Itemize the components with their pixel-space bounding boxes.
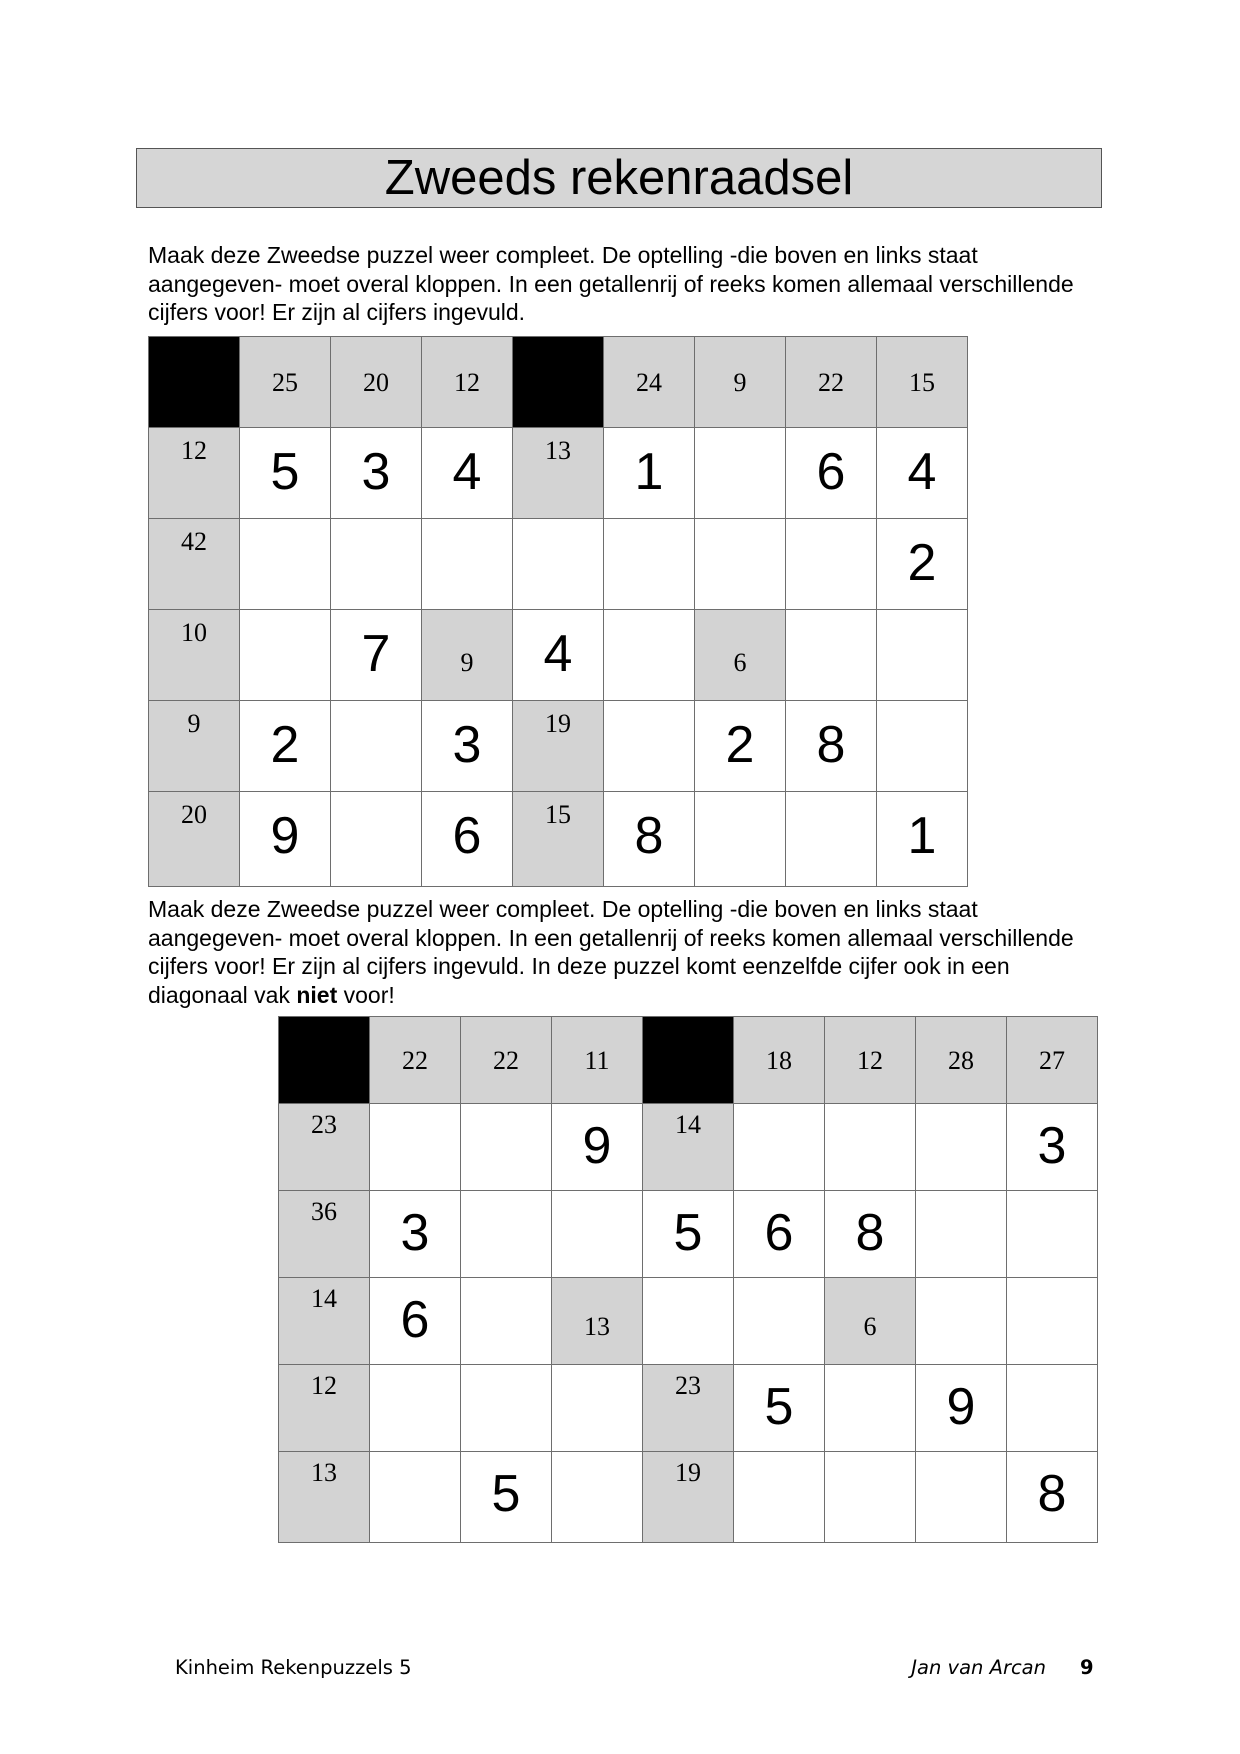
row-sum: 13 [545,436,571,465]
answer-cell [695,792,786,887]
answer-cell [786,610,877,701]
row-sum-cell [513,792,604,887]
grid-row [149,519,968,610]
answer-cell [370,1104,461,1191]
given-digit: 9 [582,1117,612,1175]
column-sum: 6 [863,1312,877,1341]
answer-cell [552,1452,643,1543]
given-digit: 1 [634,443,664,501]
grid-row [279,1191,1098,1278]
answer-cell [422,519,513,610]
row-sum: 14 [675,1110,701,1139]
row-sum-cell [149,519,240,610]
column-sum-cell [461,1017,552,1104]
answer-cell [552,1365,643,1452]
answer-cell [331,792,422,887]
puzzle-grid-1 [148,336,968,887]
given-digit: 5 [270,443,300,501]
row-sum-cell [279,1278,370,1365]
answer-cell [877,519,968,610]
answer-cell [240,701,331,792]
answer-cell [825,1104,916,1191]
instructions-2-emphasis: niet [296,981,338,1008]
row-sum-cell [513,701,604,792]
answer-cell [695,701,786,792]
page-number: 9 [1080,1656,1094,1679]
given-digit: 4 [907,443,937,501]
column-sum: 20 [363,368,389,397]
grid-row [149,610,968,701]
answer-cell [734,1278,825,1365]
instructions-2-end: voor! [337,981,395,1008]
column-sum: 24 [636,368,662,397]
answer-cell [786,428,877,519]
grid-row [149,701,968,792]
answer-cell [422,428,513,519]
answer-cell [370,1365,461,1452]
answer-cell [461,1452,552,1543]
answer-cell [877,701,968,792]
column-sum-cell [422,610,513,701]
answer-cell [1007,1191,1098,1278]
grid-row [279,1278,1098,1365]
footer-author: Jan van Arcan [911,1656,1046,1679]
answer-cell [422,701,513,792]
answer-cell [734,1104,825,1191]
answer-cell [916,1365,1007,1452]
answer-cell [331,428,422,519]
answer-cell [877,428,968,519]
answer-cell [461,1278,552,1365]
row-sum: 12 [311,1371,337,1400]
grid-row [279,1452,1098,1543]
grid-row [279,1365,1098,1452]
column-sum-cell [695,610,786,701]
blocked-cell [643,1017,734,1104]
given-digit: 8 [855,1204,885,1262]
answer-cell [240,428,331,519]
given-digit: 2 [270,716,300,774]
blocked-cell [513,337,604,428]
answer-cell [877,610,968,701]
row-sum-cell [149,792,240,887]
given-digit: 3 [361,443,391,501]
blocked-cell [149,337,240,428]
answer-cell [734,1191,825,1278]
answer-cell [513,519,604,610]
given-digit: 6 [764,1204,794,1262]
answer-cell [370,1452,461,1543]
answer-cell [604,428,695,519]
grid-row [149,428,968,519]
answer-cell [916,1278,1007,1365]
given-digit: 8 [634,807,664,865]
row-sum: 9 [187,709,201,738]
answer-cell [604,519,695,610]
column-sum-cell [331,337,422,428]
given-digit: 9 [946,1378,976,1436]
answer-cell [240,792,331,887]
column-sum-cell [734,1017,825,1104]
answer-cell [461,1104,552,1191]
answer-cell [461,1365,552,1452]
answer-cell [734,1365,825,1452]
column-sum: 13 [584,1312,610,1341]
column-sum: 12 [454,368,480,397]
grid-row [149,337,968,428]
given-digit: 6 [400,1291,430,1349]
given-digit: 4 [543,625,573,683]
puzzle-grid-2 [278,1016,1098,1543]
row-sum-cell [279,1452,370,1543]
row-sum: 14 [311,1284,337,1313]
row-sum-cell [279,1104,370,1191]
blocked-cell [279,1017,370,1104]
answer-cell [370,1278,461,1365]
column-sum: 12 [857,1046,883,1075]
column-sum-cell [825,1278,916,1365]
answer-cell [513,610,604,701]
answer-cell [825,1365,916,1452]
column-sum-cell [422,337,513,428]
answer-cell [331,610,422,701]
column-sum-cell [604,337,695,428]
given-digit: 7 [361,625,391,683]
answer-cell [240,519,331,610]
answer-cell [877,792,968,887]
column-sum: 11 [584,1046,610,1075]
answer-cell [786,519,877,610]
row-sum: 19 [545,709,571,738]
answer-cell [786,701,877,792]
column-sum: 25 [272,368,298,397]
answer-cell [461,1191,552,1278]
column-sum-cell [1007,1017,1098,1104]
answer-cell [1007,1278,1098,1365]
row-sum: 13 [311,1458,337,1487]
column-sum-cell [240,337,331,428]
answer-cell [604,610,695,701]
answer-cell [916,1104,1007,1191]
given-digit: 2 [725,716,755,774]
given-digit: 3 [400,1204,430,1262]
answer-cell [1007,1104,1098,1191]
grid-row [149,792,968,887]
answer-cell [916,1452,1007,1543]
answer-cell [422,792,513,887]
row-sum-cell [149,428,240,519]
row-sum: 23 [311,1110,337,1139]
answer-cell [643,1191,734,1278]
given-digit: 3 [452,716,482,774]
answer-cell [552,1104,643,1191]
row-sum-cell [643,1452,734,1543]
row-sum: 20 [181,800,207,829]
column-sum-cell [370,1017,461,1104]
row-sum: 19 [675,1458,701,1487]
row-sum: 36 [311,1197,337,1226]
column-sum: 6 [733,648,747,677]
column-sum: 18 [766,1046,792,1075]
answer-cell [734,1452,825,1543]
given-digit: 8 [816,716,846,774]
row-sum-cell [643,1104,734,1191]
answer-cell [1007,1452,1098,1543]
instructions-2-text: Maak deze Zweedse puzzel weer compleet. De optelling -die boven en links staat aangegeven- moet overal kloppen. In een getallenrij of reeks komen allemaal verschillende cijfers voor! Er zijn al cijfers ingevuld. In deze puzzel komt eenzelfde cijfer ook in een diagonaal vak [148,896,1074,1008]
given-digit: 2 [907,534,937,592]
row-sum-cell [149,701,240,792]
answer-cell [552,1191,643,1278]
given-digit: 4 [452,443,482,501]
given-digit: 5 [764,1378,794,1436]
row-sum-cell [279,1191,370,1278]
answer-cell [1007,1365,1098,1452]
column-sum-cell [786,337,877,428]
given-digit: 6 [816,443,846,501]
given-digit: 9 [270,807,300,865]
answer-cell [695,428,786,519]
answer-cell [604,792,695,887]
column-sum-cell [695,337,786,428]
row-sum: 10 [181,618,207,647]
answer-cell [643,1278,734,1365]
answer-cell [604,701,695,792]
row-sum-cell [149,610,240,701]
given-digit: 3 [1037,1117,1067,1175]
answer-cell [825,1452,916,1543]
column-sum-cell [552,1278,643,1365]
column-sum-cell [916,1017,1007,1104]
given-digit: 5 [491,1465,521,1523]
answer-cell [695,519,786,610]
given-digit: 8 [1037,1465,1067,1523]
row-sum: 12 [181,436,207,465]
answer-cell [240,610,331,701]
given-digit: 6 [452,807,482,865]
row-sum: 23 [675,1371,701,1400]
row-sum-cell [279,1365,370,1452]
row-sum-cell [643,1365,734,1452]
answer-cell [786,792,877,887]
column-sum: 22 [402,1046,428,1075]
given-digit: 5 [673,1204,703,1262]
answer-cell [331,519,422,610]
column-sum: 28 [948,1046,974,1075]
column-sum: 22 [818,368,844,397]
title-banner [136,148,1102,208]
column-sum: 27 [1039,1046,1065,1075]
row-sum: 15 [545,800,571,829]
given-digit: 1 [907,807,937,865]
grid-row [279,1104,1098,1191]
row-sum-cell [513,428,604,519]
instructions-1: Maak deze Zweedse puzzel weer compleet. De optelling -die boven en links staat aangegeven- moet overal kloppen. In een getallenrij of reeks komen allemaal verschillende cijfers voor! Er zijn al cijfers ingevuld. [148,242,1074,325]
instructions-2 [148,895,1108,1009]
column-sum: 9 [460,648,474,677]
column-sum-cell [825,1017,916,1104]
grid-row [279,1017,1098,1104]
answer-cell [916,1191,1007,1278]
column-sum: 9 [733,368,747,397]
answer-cell [825,1191,916,1278]
answer-cell [331,701,422,792]
row-sum: 42 [181,527,207,556]
footer-book-title: Kinheim Rekenpuzzels 5 [175,1656,412,1679]
column-sum-cell [552,1017,643,1104]
page-title: Zweeds rekenraadsel [384,150,854,205]
column-sum: 22 [493,1046,519,1075]
column-sum-cell [877,337,968,428]
answer-cell [370,1191,461,1278]
column-sum: 15 [909,368,935,397]
